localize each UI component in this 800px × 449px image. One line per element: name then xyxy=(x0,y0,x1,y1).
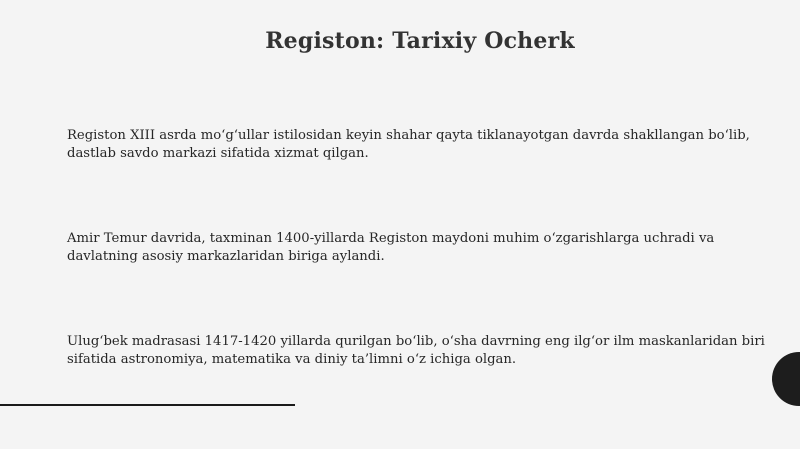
decorative-circle xyxy=(772,352,800,406)
decorative-bottom-rule xyxy=(0,404,295,406)
paragraph-amir-temur: Amir Temur davrida, taxminan 1400-yillarda Registon maydoni muhim o‘zgarishlarga uchradi va davlatning asosiy markazlaridan biriga aylandi. xyxy=(67,231,715,264)
slide-title: Registon: Tarixiy Ocherk xyxy=(265,28,575,54)
paragraph-ulugbek-madrasa: Ulug‘bek madrasasi 1417-1420 yillarda qurilgan bo‘lib, o‘sha davrning eng ilg‘or ilm maskanlaridan biri sifatida astronomiya, matematika va diniy ta’limni o‘z ichiga olgan. xyxy=(67,334,765,367)
paragraph-history-origin: Registon XIII asrda mo‘g‘ullar istilosidan keyin shahar qayta tiklanayotgan davrda shakllangan bo‘lib, dastlab savdo markazi sifatida xizmat qilgan. xyxy=(67,128,750,161)
